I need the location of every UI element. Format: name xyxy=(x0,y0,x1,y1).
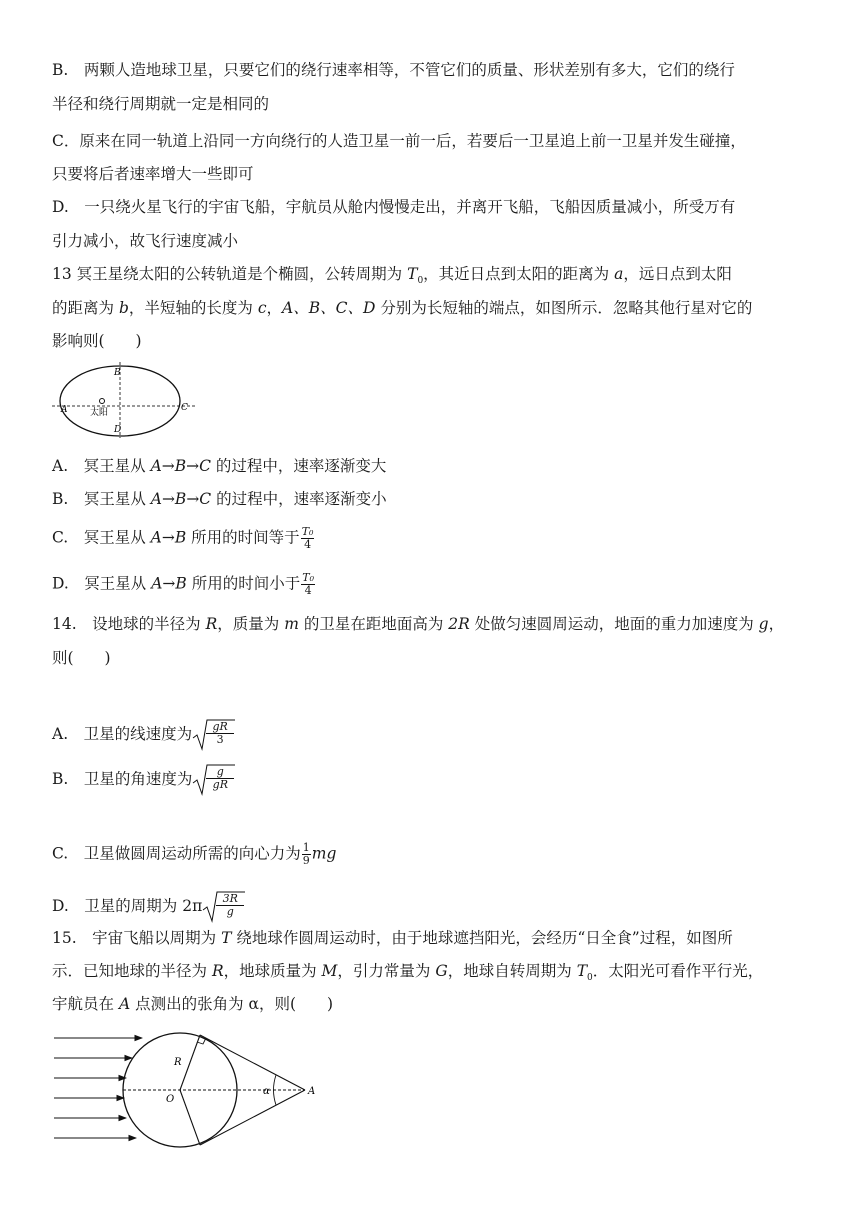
q13-stem-line2: 的距离为 b，半短轴的长度为 c，A、B、C、D 分别为长短轴的端点，如图所示．忽略其他行星对它的 xyxy=(52,299,753,317)
q12-option-d-line2: 引力减小，故飞行速度减小 xyxy=(52,232,239,250)
q14-option-b: B. 卫星的角速度为 $\frac{g}{gR}$ xyxy=(52,763,236,797)
fig-label-b: B xyxy=(114,368,121,378)
sqrt-gr-over-3: $\frac{gR}{3}$ xyxy=(192,718,236,752)
q13-option-a: A. 冥王星从 A→B→C 的过程中，速率逐渐变大 xyxy=(52,457,387,475)
q13-option-d: D. 冥王星从 A→B 所用的时间小于 $\frac{\text{T₀}}{4}$ xyxy=(52,571,314,597)
sqrt-3r-over-g: $\frac{3R}{g}$ xyxy=(202,890,246,924)
fraction-t0-over-4: $\frac{\text{T₀}}{4}$ xyxy=(301,525,314,551)
q12-option-c-line1: C．原来在同一轨道上沿同一方向绕行的人造卫星一前一后，若要后一卫星追上前一卫星并发生碰撞， xyxy=(52,132,746,150)
fig-label-r: R xyxy=(174,1057,182,1068)
fraction-t0-over-4: $\frac{\text{T₀}}{4}$ xyxy=(302,571,314,597)
q15-eclipse-figure xyxy=(50,1030,330,1164)
q15-stem-line1: 15. 宇宙飞船以周期为 T 绕地球作圆周运动时，由于地球遮挡阳光，会经历“日全食”过程，如图所 xyxy=(52,929,733,947)
q15-stem-line2: 示．已知地球的半径为 R，地球质量为 M，引力常量为 G，地球自转周期为 $T_0$．太阳光可看作平行光， xyxy=(52,962,764,984)
q13-ellipse-figure xyxy=(50,360,200,442)
fig-label-sun: 太阳 xyxy=(90,408,109,418)
q12-option-d-line1: D. 一只绕火星飞行的宇宙飞船，宇航员从舱内慢慢走出，并离开飞船，飞船因质量减小，所受万有 xyxy=(52,198,736,216)
q14-stem-line1: 14. 设地球的半径为 R，质量为 m 的卫星在距地面高为 2R 处做匀速圆周运动，地面的重力加速度为 g， xyxy=(52,615,785,633)
fig-label-c: C xyxy=(181,403,188,413)
q12-option-c-line2: 只要将后者速率增大一些即可 xyxy=(52,165,254,183)
q14-option-c: C. 卫星做圆周运动所需的向心力为 $\frac{1}{9}$ mg xyxy=(52,841,337,867)
sqrt-g-over-gr: $\frac{g}{gR}$ xyxy=(192,763,236,797)
fig-label-a: A xyxy=(61,405,68,415)
q13-option-c: C. 冥王星从 A→B 所用的时间等于 $\frac{\text{T₀}}{4}$ xyxy=(52,525,314,551)
q14-option-d: D. 卫星的周期为 2π $\frac{3R}{g}$ xyxy=(52,890,246,924)
q12-option-b-line2: 半径和绕行周期就一定是相同的 xyxy=(52,95,270,113)
fig-label-d: D xyxy=(114,425,122,435)
fig-label-a: A xyxy=(308,1086,316,1097)
fig-label-o: O xyxy=(166,1094,175,1105)
q13-option-b: B. 冥王星从 A→B→C 的过程中，速率逐渐变小 xyxy=(52,490,387,508)
q14-option-a: A. 卫星的线速度为 $\frac{gR}{3}$ xyxy=(52,718,236,752)
fraction-one-ninth: $\frac{1}{9}$ xyxy=(302,841,310,867)
q14-stem-line2: 则( ) xyxy=(52,649,111,667)
q13-stem-line3: 影响则( ) xyxy=(52,332,142,350)
q13-stem-line1: 13 冥王星绕太阳的公转轨道是个椭圆，公转周期为 $T_0$，其近日点到太阳的距离为 a，远日点到太阳 xyxy=(52,265,732,287)
q15-stem-line3: 宇航员在 A 点测出的张角为 α，则( ) xyxy=(52,995,334,1013)
q12-option-b-line1: B. 两颗人造地球卫星，只要它们的绕行速率相等，不管它们的质量、形状差别有多大，它们的绕行 xyxy=(52,61,735,79)
fig-label-alpha: α xyxy=(263,1086,270,1097)
